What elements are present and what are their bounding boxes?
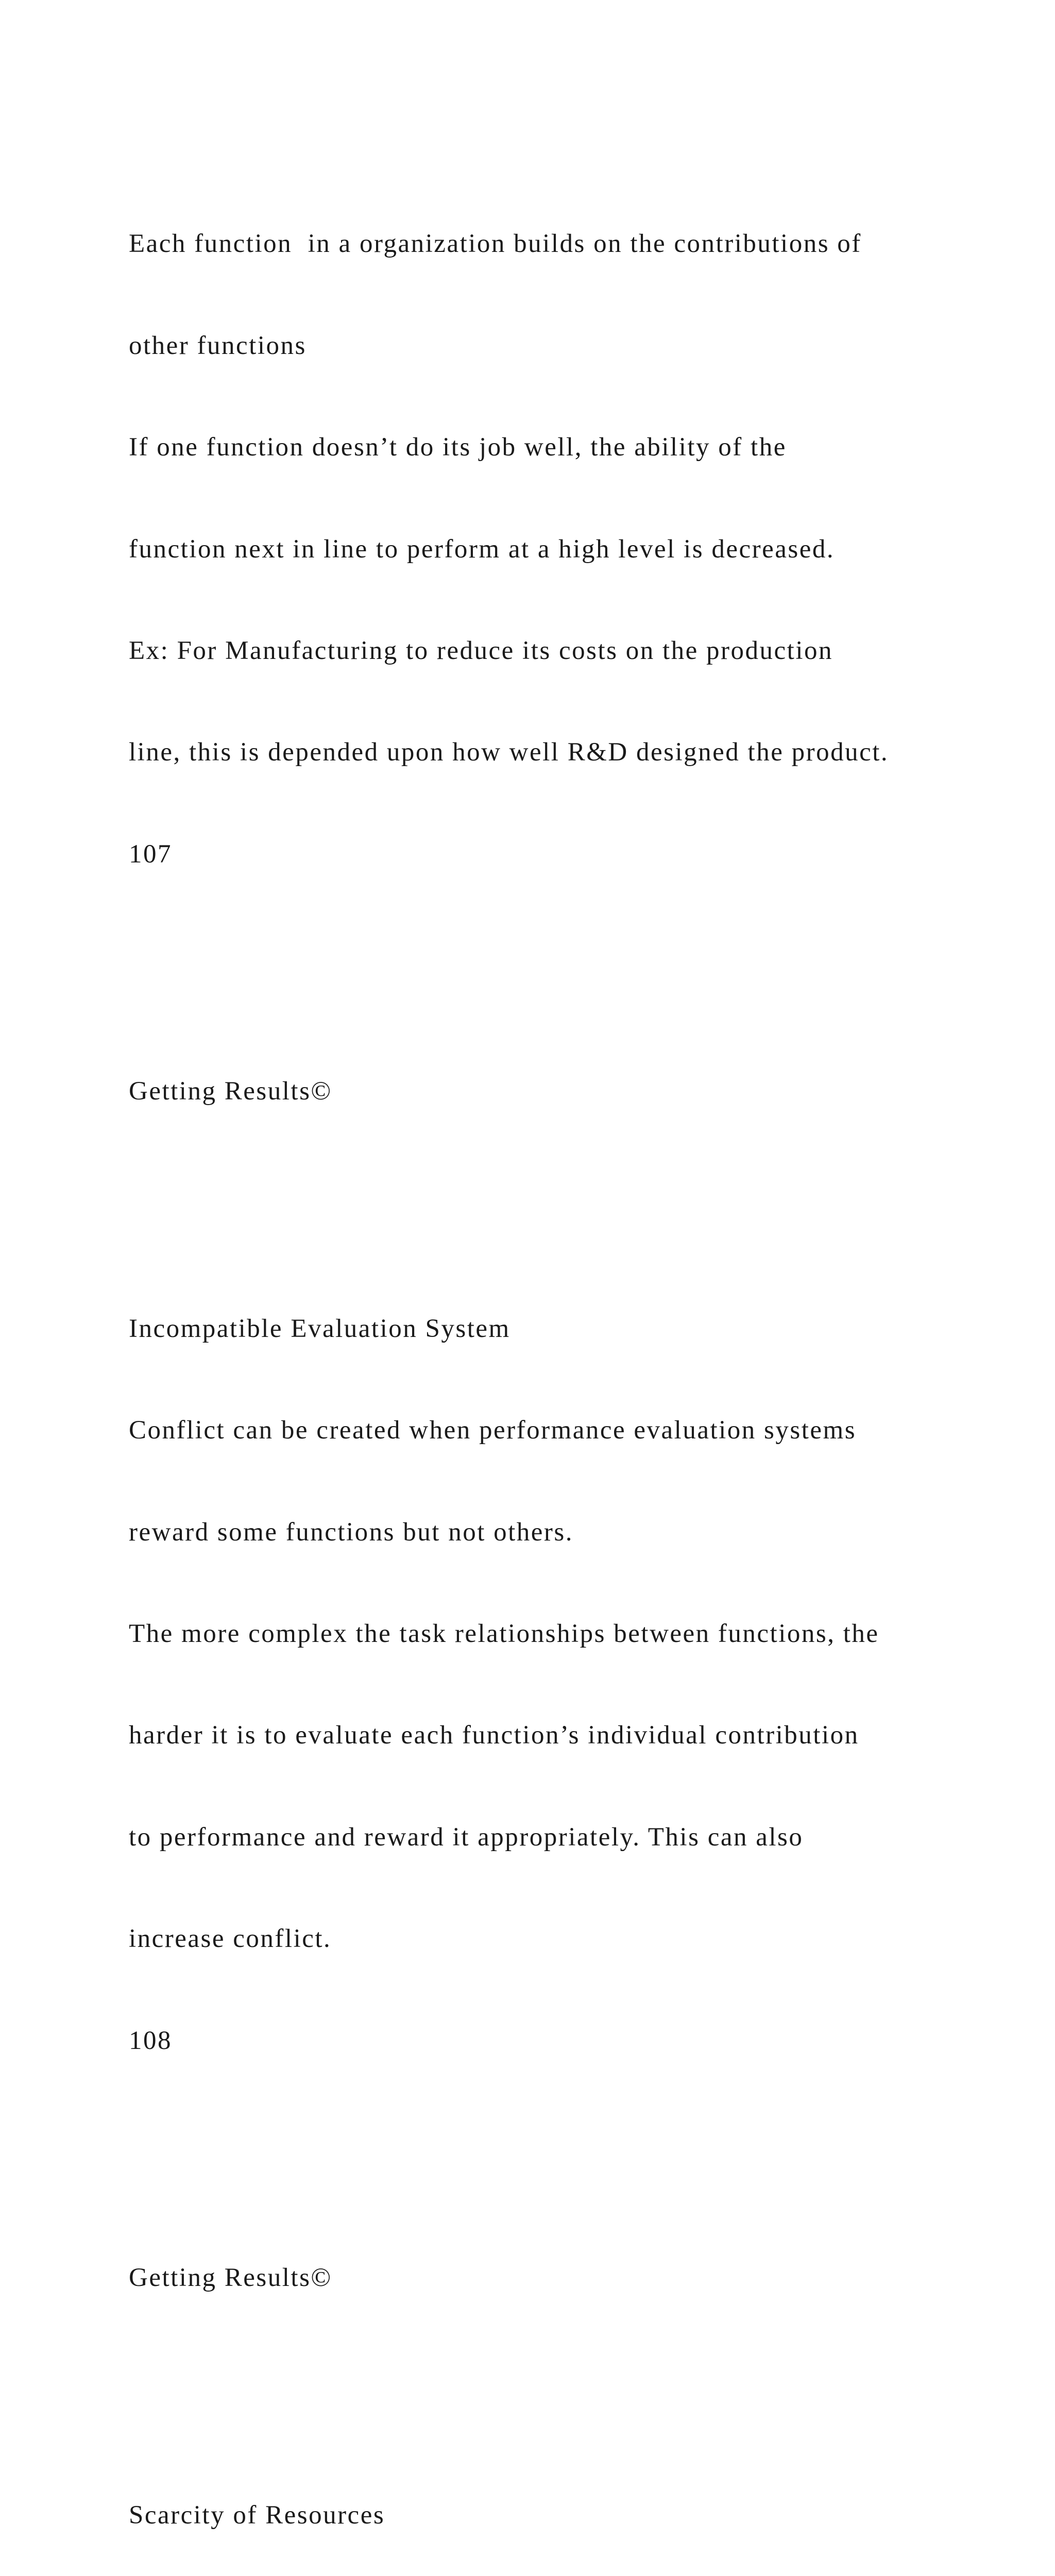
spacer: [129, 2363, 1005, 2397]
paragraph-line: Each function in a organization builds on the contributions of: [129, 229, 862, 259]
paragraph-line: reward some functions but not others.: [129, 1517, 574, 1547]
paragraph-line: Conflict can be created when performance evaluation systems: [129, 1416, 857, 1445]
paragraph-line: harder it is to evaluate each function’s individual contribution: [129, 1721, 859, 1750]
slide-number: 107: [129, 839, 172, 869]
paragraph-line: increase conflict.: [129, 1924, 332, 1954]
paragraph-line: function next in line to perform at a high level is decreased.: [129, 534, 835, 564]
spacer: [129, 2126, 1005, 2160]
slide-number: 108: [129, 2026, 172, 2055]
section-heading: Incompatible Evaluation System: [129, 1314, 511, 1343]
paragraph-line: to performance and reward it appropriately. This can also: [129, 1822, 804, 1852]
slide-footer: Getting Results©: [129, 2263, 332, 2293]
paragraph-line: If one function doesn’t do its job well, the ability of the: [129, 433, 787, 462]
paragraph-line: line, this is depended upon how well R&D designed the product.: [129, 738, 889, 767]
paragraph-line: other functions: [129, 331, 307, 360]
spacer: [129, 939, 1005, 973]
paragraph-line: Ex: For Manufacturing to reduce its costs on the production: [129, 636, 833, 665]
document-text: [129, 126, 1005, 2576]
spacer: [129, 1177, 1005, 1211]
paragraph-line: The more complex the task relationships between functions, the: [129, 1619, 879, 1649]
slide-footer: Getting Results©: [129, 1077, 332, 1106]
section-heading: Scarcity of Resources: [129, 2500, 385, 2530]
